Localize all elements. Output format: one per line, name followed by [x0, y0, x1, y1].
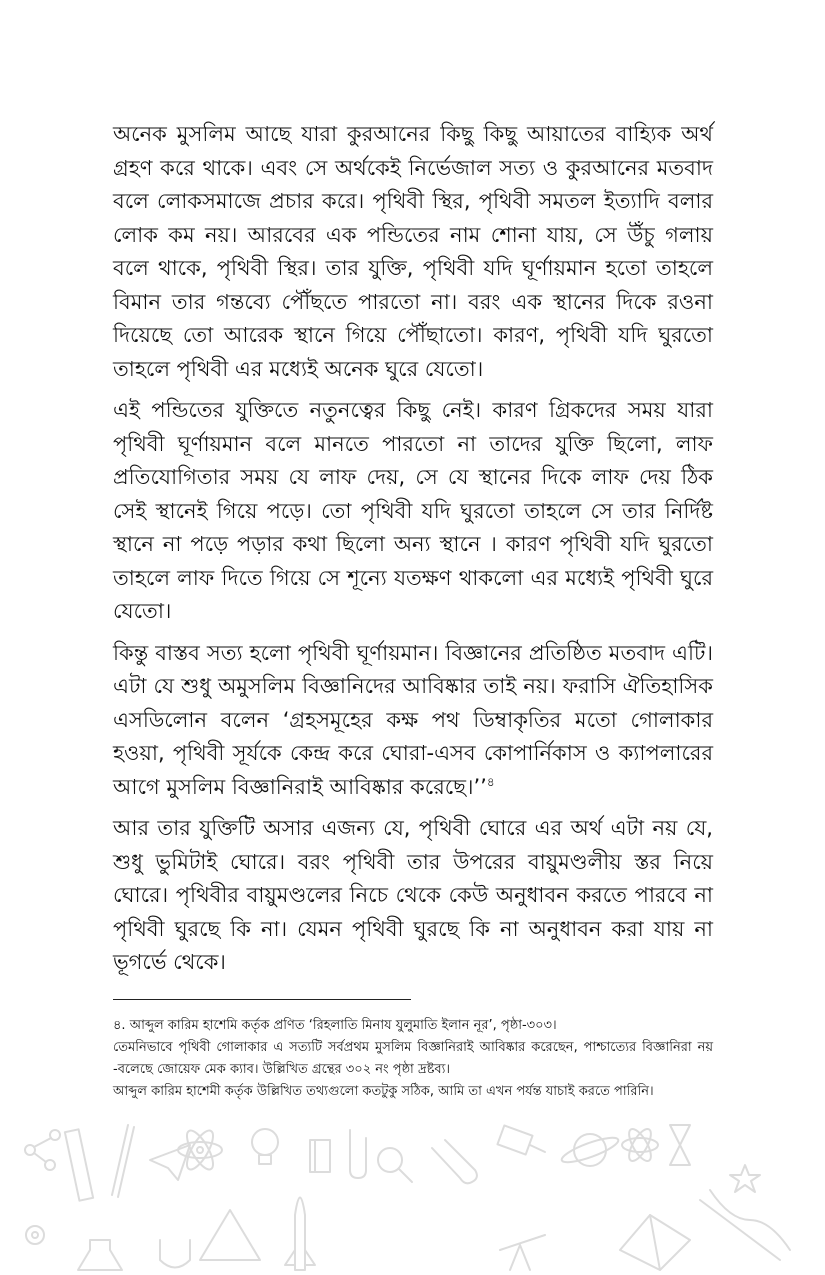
paragraph-4: আর তার যুক্তিটি অসার এজন্য যে, পৃথিবী ঘোরে এর অর্থ এটা নয় যে, শুধু ভুমিটাই ঘোরে। বরং পৃথিবী তার উপরের বায়ুমণ্ডলীয় স্তর নিয়ে ঘোরে। পৃথিবীর বায়ুমণ্ডলের নিচে থেকে কেউ অনুধাবন করতে পারবে না পৃথিবী ঘুরছে কি না। যেমন পৃথিবী ঘুরছে কি না অনুধাবন করা যায় না ভূগর্ভে থেকে। — [113, 816, 713, 974]
telescope-icon — [500, 1235, 545, 1270]
crystal-icon — [620, 1215, 690, 1270]
footnote-3: আব্দুল কারিম হাশেমী কর্তৃক উল্লিখিত তথ্যগুলো কতটুকু সঠিক, আমি তা এখন পর্যন্ত যাচাই করতে পারিনি। — [113, 1084, 654, 1099]
paper-plane-icon — [150, 1145, 190, 1180]
footnote-divider — [113, 999, 411, 1000]
body-text — [113, 118, 713, 988]
atom-icon-right — [622, 1126, 658, 1164]
paragraph-1: অনেক মুসলিম আছে যারা কুরআনের কিছু কিছু আয়াতের বাহ্যিক অর্থ গ্রহণ করে থাকে। এবং সে অর্থকেই নির্ভেজাল সত্য ও কুরআনের মতবাদ বলে লোকসমাজে প্রচার করে। পৃথিবী স্থির, পৃথিবী সমতল ইত্যাদি বলার লোক কম নয়। আরবের এক পন্ডিতের নাম শোনা যায়, সে উঁচু গলায় বলে থাকে, পৃথিবী স্থির। তার যুক্তি, পৃথিবী যদি ঘূর্ণায়মান হতো তাহলে বিমান তার গন্তব্যে পৌঁছতে পারতো না। বরং এক স্থানের দিকে রওনা দিয়েছে তো আরেক স্থানে গিয়ে পৌঁছাতো। কারণ, পৃথিবী যদি ঘুরতো তাহলে পৃথিবী এর মধ্যেই অনেক ঘুরে যেতো। — [113, 122, 713, 381]
pen-icon — [112, 1125, 134, 1197]
footnotes — [113, 1015, 713, 1103]
star-icon — [730, 1165, 760, 1192]
ruler-icon — [65, 1129, 93, 1200]
lightbulb-icon — [252, 1129, 278, 1164]
magnet-icon — [160, 1240, 190, 1268]
footnote-1: ৪. আব্দুল কারিম হাশেমি কর্তৃক প্রণিত ‘রিহলাতি মিনায যুলুমাতি ইলান নূর’, পৃষ্ঠা-৩০৩। — [113, 1018, 557, 1033]
chemistry-flask-icon — [78, 1240, 122, 1270]
search-icon — [378, 1148, 412, 1182]
paragraph-3-text: কিন্তু বাস্তব সত্য হলো পৃথিবী ঘূর্ণায়মান। বিজ্ঞানের প্রতিষ্ঠিত মতবাদ এটি। এটা যে শুধু অমুসলিম বিজ্ঞানিদের আবিষ্কার তাই নয়। ফরাসি ঐতিহাসিক এসডিলোন বলেন ‘গ্রহসমূহের কক্ষ পথ ডিম্বাকৃতির মতো গোলাকার হওয়া, পৃথিবী সূর্যকে কেন্দ্র করে ঘোরা-এসব কোপার্নিকাস ও ক্যাপলারের আগে মুসলিম বিজ্ঞানিরাই আবিষ্কার করেছে।’’ — [113, 640, 713, 799]
hourglass-icon — [670, 1125, 690, 1165]
satellite-icon — [497, 1125, 545, 1154]
paperclip-icon — [350, 1130, 366, 1178]
gear-icon — [26, 1226, 44, 1244]
compass-triangle-icon — [200, 1210, 260, 1260]
molecule-icon — [25, 1130, 60, 1170]
footnote-2: তেমনিভাবে পৃথিবী গোলাকার এ সত্যটি সর্বপ্রথম মুসলিম বিজ্ঞানিরাই আবিষ্কার করেছেন, পাশ্চাত্যের বিজ্ঞানিরা নয় -বলেছে জোয়েফ মেক ক্যাব। উল্লিখিত গ্রন্থের ৩০২ নং পৃষ্ঠা দ্রষ্টব্য। — [113, 1040, 713, 1077]
science-doodle-footer — [0, 1120, 825, 1275]
dna-icon — [700, 1190, 790, 1260]
planet-icon — [559, 1133, 620, 1167]
paragraph-3 — [113, 637, 713, 805]
footnote-reference[interactable]: ৪ — [486, 774, 495, 789]
atom-icon — [178, 1127, 222, 1173]
rocket-icon — [285, 1198, 315, 1271]
book-icon — [310, 1140, 330, 1172]
paragraph-2: এই পন্ডিতের যুক্তিতে নতুনত্বের কিছু নেই। কারণ গ্রিকদের সময় যারা পৃথিবী ঘূর্ণায়মান বলে মানতে পারতো না তাদের যুক্তি ছিলো, লাফ প্রতিযোগিতার সময় যে লাফ দেয়, সে যে স্থানের দিকে লাফ দেয় ঠিক সেই স্থানেই গিয়ে পড়ে। তো পৃথিবী যদি ঘুরতো তাহলে সে তার নির্দিষ্ট স্থানে না পড়ে পড়ার কথা ছিলো অন্য স্থানে । কারণ পৃথিবী যদি ঘুরতো তাহলে লাফ দিতে গিয়ে সে শূন্যে যতক্ষণ থাকলো এর মধ্যেই পৃথিবী ঘুরে যেতো। — [113, 398, 713, 623]
test-tube-icon — [432, 1140, 477, 1183]
